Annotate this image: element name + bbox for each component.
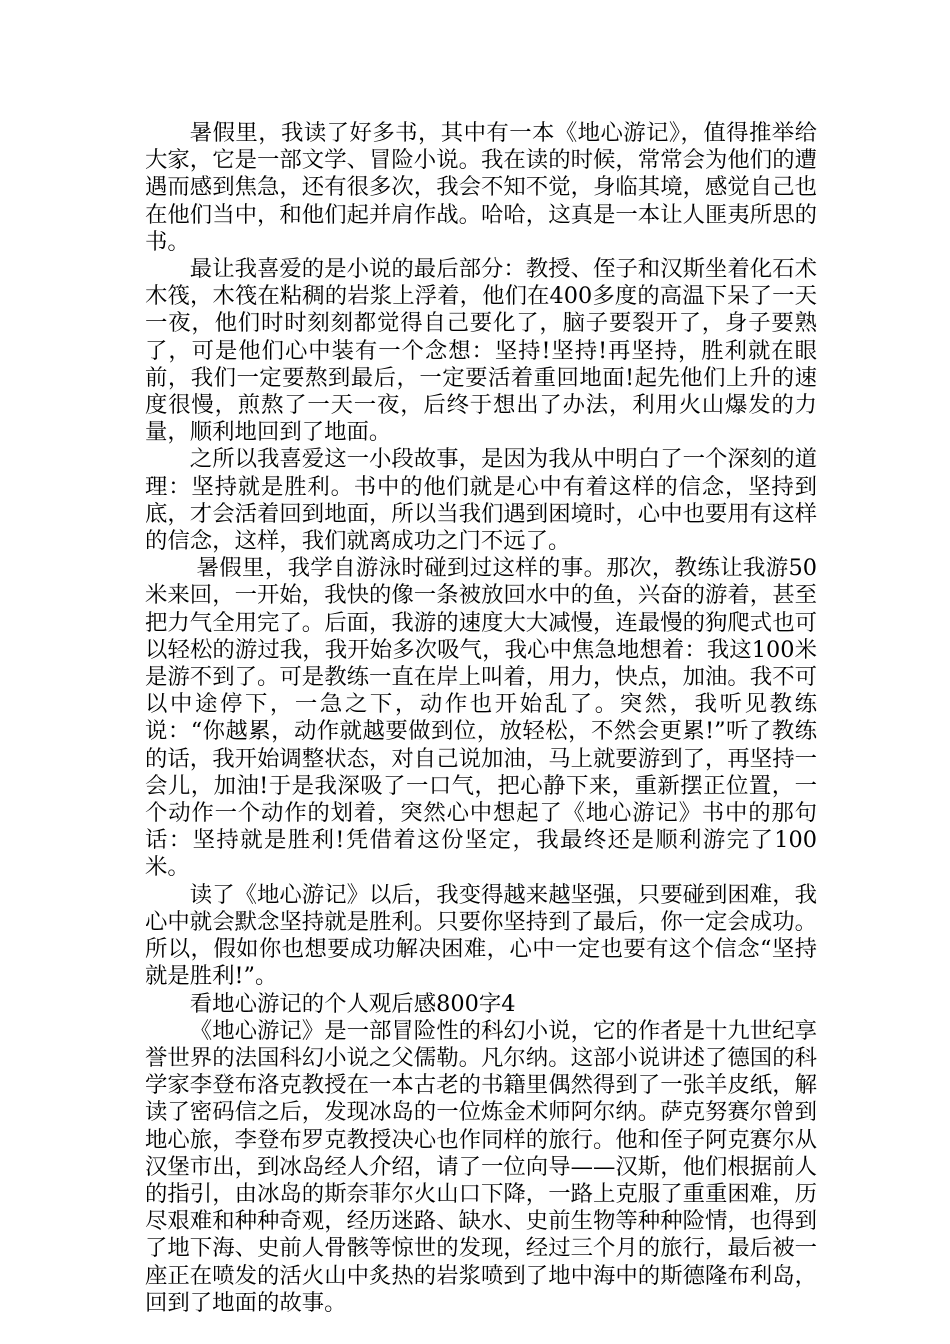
paragraph-book-recommendation: 暑假里，我读了好多书，其中有一本《地心游记》，值得推举给大家，它是一部文学、冒险小说。我在读的时候，常常会为他们的遭遇而感到焦急，还有很多次，我会不知不觉，身临其境，感觉自己也在他们当中，和他们起并肩作战。哈哈，这真是一本让人匪夷所思的书。 xyxy=(145,120,817,255)
paragraph-favorite-part: 最让我喜爱的是小说的最后部分：教授、侄子和汉斯坐着化石术木筏，木筏在粘稠的岩浆上浮着，他们在400多度的高温下呆了一天一夜，他们时时刻刻都觉得自己要化了，脑子要裂开了，身子要熟了，可是他们心中装有一个念想：坚持!坚持!再坚持，胜利就在眼前，我们一定要熬到最后，一定要活着重回地面!起先他们上升的速度很慢，煎熬了一天一夜，后终于想出了办法，利用火山爆发的力量，顺利地回到了地面。 xyxy=(145,256,817,446)
section-heading: 看地心游记的个人观后感800字4 xyxy=(189,990,516,1017)
paragraph-conclusion: 读了《地心游记》以后，我变得越来越坚强，只要碰到困难，我心中就会默念坚持就是胜利。只要你坚持到了最后，你一定会成功。所以，假如你也想要成功解决困难，心中一定也要有这个信念“坚持就是胜利!”。 xyxy=(145,881,817,990)
paragraph-swimming-story: 暑假里，我学自游泳时碰到过这样的事。那次，教练让我游50米来回，一开始，我快的像一条被放回水中的鱼，兴奋的游着，甚至把力气全用完了。后面，我游的速度大大减慢，连最慢的狗爬式也可以轻松的游过我，我开始多次吸气，我心中焦急地想着：我这100米是游不到了。可是教练一直在岸上叫着，用力，快点，加油。我不可以中途停下，一急之下，动作也开始乱了。突然，我听见教练说：“你越累，动作就越要做到位，放轻松，不然会更累!”听了教练的话，我开始调整状态，对自己说加油，马上就要游到了，再坚持一会儿，加油!于是我深吸了一口气，把心静下来，重新摆正位置，一个动作一个动作的划着，突然心中想起了《地心游记》书中的那句话：坚持就是胜利!凭借着这份坚定，我最终还是顺利游完了100米。 xyxy=(145,555,817,881)
paragraph-lesson: 之所以我喜爱这一小段故事，是因为我从中明白了一个深刻的道理：坚持就是胜利。书中的他们就是心中有着这样的信念，坚持到底，才会活着回到地面，所以当我们遇到困境时，心中也要用有这样的信念，这样，我们就离成功之门不远了。 xyxy=(145,446,817,555)
paragraph-book-summary: 《地心游记》是一部冒险性的科幻小说，它的作者是十九世纪享誉世界的法国科幻小说之父儒勒。凡尔纳。这部小说讲述了德国的科学家李登布洛克教授在一本古老的书籍里偶然得到了一张羊皮纸，解读了密码信之后，发现冰岛的一位炼金术师阿尔纳。萨克努赛尔曾到地心旅，李登布罗克教授决心也作同样的旅行。他和侄子阿克赛尔从汉堡市出，到冰岛经人介绍，请了一位向导——汉斯，他们根据前人的指引，由冰岛的斯奈菲尔火山口下降，一路上克服了重重困难，历尽艰难和种种奇观，经历迷路、缺水、史前生物等种种险情，也得到了地下海、史前人骨骸等惊世的发现，经过三个月的旅行，最后被一座正在喷发的活火山中炙热的岩浆喷到了地中海中的斯德隆布利岛，回到了地面的故事。 xyxy=(145,1017,817,1316)
document-page xyxy=(145,120,817,1317)
